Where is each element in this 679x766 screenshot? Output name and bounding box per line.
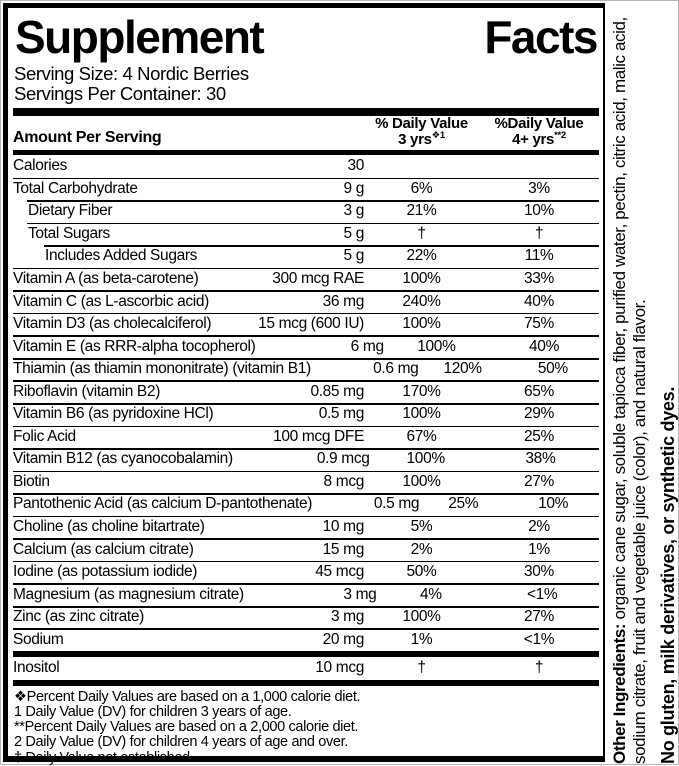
nutrient-name: Total Sugars [28, 224, 110, 242]
dv4-header-superscript: **2 [554, 129, 566, 141]
table-row [13, 178, 599, 201]
nutrient-amount: 0.6 mg [373, 360, 419, 378]
nutrient-dv-4plus: 27% [524, 472, 554, 490]
nutrient-dv-3yrs: 100% [406, 450, 445, 468]
dv4-header-line1: %Daily Value [494, 115, 584, 132]
nutrient-dv-3yrs: 6% [410, 179, 433, 197]
nutrient-amount: 45 mcg [315, 563, 364, 581]
nutrient-name: Choline (as choline bitartrate) [13, 518, 205, 536]
table-row [13, 313, 599, 336]
nutrient-amount: 10 mg [322, 518, 364, 536]
table-row [13, 268, 599, 291]
nutrient-dv-4plus: <1% [526, 585, 558, 603]
nutrient-name: Vitamin B6 (as pyridoxine HCl) [13, 405, 214, 423]
nutrient-dv-3yrs: 100% [402, 608, 441, 626]
table-row [13, 606, 599, 629]
nutrient-name: Zinc (as zinc citrate) [13, 608, 144, 626]
amount-per-serving-header: Amount Per Serving [13, 129, 162, 146]
nutrient-dv-3yrs: 170% [402, 382, 441, 400]
nutrient-dv-3yrs: 25% [448, 495, 479, 513]
table-row [13, 335, 599, 358]
nutrient-name: Sodium [13, 630, 64, 648]
dv3-header-superscript: ❖1 [431, 129, 445, 141]
dv3-header-line2: 3 yrs [398, 130, 432, 148]
footnote: **Percent Daily Values are based on a 2,000 calorie diet. [14, 719, 359, 736]
table-row [13, 448, 599, 471]
nutrient-dv-4plus: 38% [525, 450, 556, 468]
nutrient-dv-4plus: 65% [524, 382, 554, 400]
nutrient-name: Dietary Fiber [28, 202, 113, 220]
table-row [13, 380, 599, 403]
table-row [13, 200, 599, 223]
side-ingredients-panel [609, 1, 679, 766]
nutrient-amount: 3 mg [343, 585, 377, 603]
table-row [13, 155, 599, 178]
table-row [13, 583, 599, 606]
nutrient-amount: 20 mg [322, 630, 364, 648]
nutrient-amount: 10 mcg [315, 659, 364, 677]
table-row [13, 493, 599, 516]
panel-title [13, 10, 599, 64]
title-word-supplement: Supplement [15, 11, 264, 63]
nutrient-amount: 300 mcg RAE [272, 270, 364, 287]
nutrient-name: Vitamin A (as beta-carotene) [13, 270, 199, 287]
supplement-facts-panel [3, 3, 605, 766]
other-ingredients-text1: organic cane sugar, soluble tapioca fiber, purified water, pectin, citric acid, malic acid, [610, 17, 629, 624]
nutrient-dv-4plus: 3% [528, 179, 550, 197]
nutrient-dv-3yrs: 100% [402, 472, 441, 490]
nutrient-amount: 5 g [343, 247, 364, 265]
table-row [13, 403, 599, 426]
nutrient-dv-3yrs: 50% [406, 563, 437, 581]
nutrient-dv-4plus: 10% [538, 495, 569, 513]
nutrient-amount: 0.5 mg [318, 405, 364, 423]
nutrient-name: Pantothenic Acid (as calcium D-pantothenate) [13, 495, 313, 513]
nutrient-dv-4plus: 1% [528, 540, 550, 558]
nutrient-dv-4plus: 29% [524, 405, 554, 423]
nutrient-amount: 100 mcg DFE [273, 427, 364, 445]
nutrient-dv-3yrs: † [417, 659, 426, 677]
nutrient-amount: 15 mg [322, 540, 364, 558]
nutrient-name: Total Carbohydrate [13, 179, 138, 197]
nutrient-name: Calories [13, 157, 68, 175]
nutrient-dv-4plus: <1% [523, 630, 555, 648]
footnote: 2 Daily Value (DV) for children 4 years of age and over. [14, 734, 348, 751]
nutrient-dv-3yrs: 100% [402, 270, 441, 287]
nutrient-dv-3yrs: 21% [406, 202, 437, 220]
nutrient-name: Thiamin (as thiamin mononitrate) (vitamin B1) [13, 360, 311, 378]
daily-value-4plus-header [479, 116, 599, 147]
nutrient-amount: 36 mg [322, 292, 364, 310]
nutrient-amount: 15 mcg (600 IU) [258, 315, 364, 333]
column-header-row [13, 116, 599, 150]
other-ingredients-line2: sodium citrate, fruit and vegetable juice (color), and natural flavor. [629, 299, 649, 764]
footnote: † Daily Value not established. [14, 749, 194, 766]
nutrient-name: Vitamin D3 (as cholecalciferol) [13, 315, 212, 333]
nutrient-dv-4plus: 75% [524, 315, 554, 333]
nutrient-dv-4plus: 25% [524, 427, 554, 445]
nutrient-name: Includes Added Sugars [45, 247, 198, 265]
nutrient-dv-3yrs: 5% [410, 518, 433, 536]
nutrient-dv-3yrs: 100% [402, 405, 441, 423]
nutrient-dv-4plus: † [534, 224, 544, 242]
nutrient-name: Folic Acid [13, 427, 76, 445]
nutrient-amount: 3 mg [330, 608, 364, 626]
table-row [13, 358, 599, 381]
nutrient-amount: 5 g [343, 224, 364, 242]
nutrient-dv-4plus: 33% [524, 270, 554, 287]
nutrient-amount: 8 mcg [323, 472, 364, 490]
nutrient-amount: 30 [347, 157, 364, 175]
nutrient-name: Vitamin E (as RRR-alpha tocopherol) [13, 337, 256, 355]
nutrient-dv-3yrs: † [417, 224, 426, 242]
table-row [13, 245, 599, 268]
nutrient-amount: 0.5 mg [373, 495, 420, 513]
nutrient-name: Calcium (as calcium citrate) [13, 540, 194, 558]
footnote: 1 Daily Value (DV) for children 3 years of age. [14, 703, 292, 720]
nutrient-dv-3yrs: 2% [410, 540, 433, 558]
table-row [13, 628, 599, 651]
nutrient-rows [13, 155, 599, 651]
nutrient-dv-3yrs: 1% [410, 630, 433, 648]
nutrient-dv-4plus: 40% [529, 337, 560, 355]
table-row [13, 516, 599, 539]
nutrient-name: Riboflavin (vitamin B2) [13, 382, 161, 400]
table-row [13, 290, 599, 313]
daily-value-3yrs-header [364, 116, 479, 147]
nutrient-name: Magnesium (as magnesium citrate) [13, 585, 244, 603]
nutrient-dv-4plus: 30% [524, 563, 554, 581]
nutrient-name: Vitamin C (as L-ascorbic acid) [13, 292, 209, 310]
nutrient-name: Biotin [13, 472, 50, 490]
table-row [13, 426, 599, 449]
other-ingredients-label: Other Ingredients: [610, 623, 629, 764]
nutrient-amount: 9 g [343, 179, 364, 197]
nutrient-dv-4plus: † [534, 659, 544, 677]
nutrient-dv-4plus: 40% [524, 292, 554, 310]
nutrient-dv-4plus: 10% [524, 202, 554, 220]
nutrient-name: Iodine (as potassium iodide) [13, 563, 198, 581]
other-ingredients-line1 [610, 1, 630, 764]
nutrient-name: Vitamin B12 (as cyanocobalamin) [13, 450, 233, 468]
servings-per-container: Servings Per Container: 30 [14, 82, 226, 104]
nutrient-dv-3yrs: 120% [443, 360, 482, 378]
table-row [13, 657, 599, 680]
nutrient-dv-4plus: 50% [537, 360, 568, 378]
table-row [13, 538, 599, 561]
nutrient-dv-4plus: 27% [524, 608, 554, 626]
nutrient-dv-3yrs: 22% [406, 247, 437, 265]
inositol-row-section [13, 657, 599, 680]
table-row [13, 223, 599, 246]
nutrient-dv-3yrs: 67% [406, 427, 437, 445]
footnotes [13, 686, 599, 766]
allergen-statement: No gluten, milk derivatives, or synthetic dyes. [658, 386, 678, 764]
nutrient-amount: 0.9 mcg [316, 450, 370, 468]
serving-size: Serving Size: 4 Nordic Berries [14, 63, 249, 84]
nutrient-dv-4plus: 11% [524, 247, 554, 265]
dv4-header-line2: 4+ yrs [512, 130, 555, 148]
title-word-facts: Facts [484, 11, 597, 63]
nutrient-dv-3yrs: 100% [402, 315, 441, 333]
nutrient-dv-4plus: 2% [528, 518, 550, 536]
nutrient-dv-3yrs: 100% [417, 337, 456, 355]
rotated-text-block [609, 1, 679, 764]
table-row [13, 561, 599, 584]
nutrient-amount: 0.85 mg [310, 382, 364, 400]
nutrient-dv-3yrs: 240% [402, 292, 441, 310]
table-row [13, 471, 599, 494]
nutrient-name: Inositol [13, 659, 60, 677]
dv3-header-line1: % Daily Value [375, 115, 468, 132]
nutrient-dv-3yrs: 4% [420, 585, 442, 603]
nutrient-amount: 6 mg [350, 337, 384, 355]
nutrient-amount: 3 g [343, 202, 364, 220]
footnote: ❖Percent Daily Values are based on a 1,000 calorie diet. [14, 688, 361, 705]
